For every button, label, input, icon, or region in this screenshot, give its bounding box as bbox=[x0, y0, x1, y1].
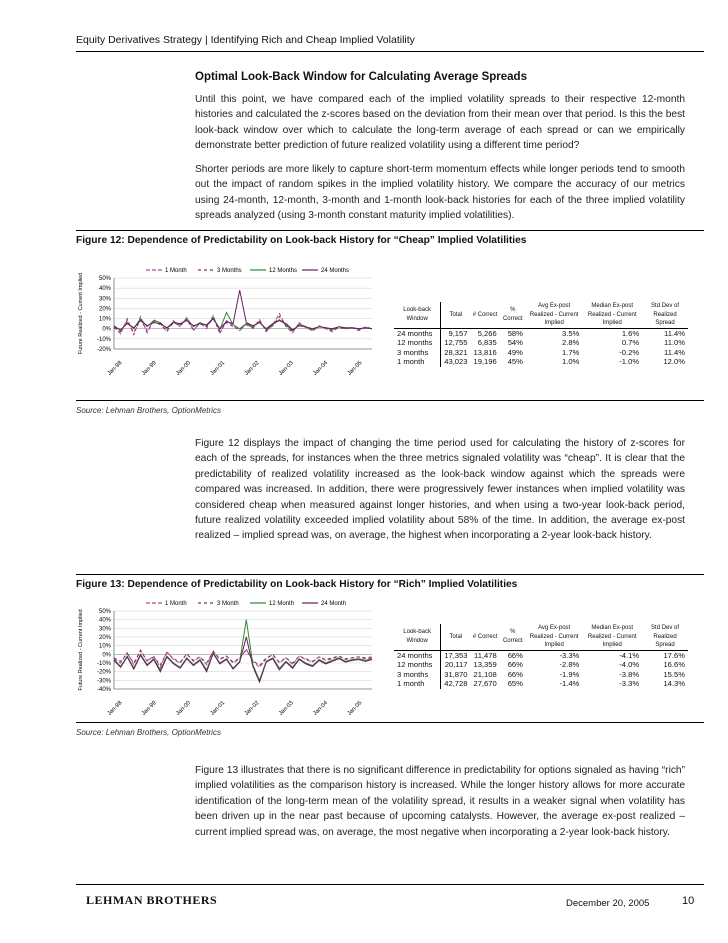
y-tick-label: 30% bbox=[98, 296, 111, 303]
fig12-table-cell: 2.8% bbox=[562, 338, 580, 348]
fig13-table-row bbox=[394, 679, 688, 689]
fig12-table-row bbox=[394, 357, 688, 367]
paragraph-2: Shorter periods are more likely to capture short-term momentum effects while longer periods tend to smooth out the impact of random spikes in the implied volatility history. We compare the accuracy of our metrics using 24-month, 12-month, 3-month and 1-month look-back histories for each of the three implied volatility spreads analyzed (using 3-month constant maturity implied volatilities). bbox=[195, 164, 685, 222]
y-tick-label: -10% bbox=[96, 661, 111, 667]
fig12-table-cell: 5,266 bbox=[477, 328, 497, 338]
x-tick-label: Jan-04 bbox=[312, 360, 330, 377]
fig12-table-cell: 11.0% bbox=[664, 338, 685, 348]
fig12-column-header: Avg Ex-post Realized - Current Implied bbox=[526, 302, 582, 328]
fig13-table-cell: 15.5% bbox=[663, 669, 685, 679]
fig12-table-cell: 0.7% bbox=[621, 338, 640, 348]
running-header: Equity Derivatives Strategy | Identifying Rich and Cheap Implied Volatility bbox=[76, 34, 415, 46]
fig13-table-cell: 24 months bbox=[394, 650, 441, 660]
fig13-table-cell: 66% bbox=[507, 660, 523, 670]
fig13-table-cell: -3.3% bbox=[559, 650, 580, 660]
y-tick-label: 20% bbox=[98, 635, 111, 641]
fig13-table-cell: 16.6% bbox=[663, 660, 685, 670]
fig13-header-row bbox=[394, 624, 688, 650]
x-tick-label: Jan-99 bbox=[140, 360, 158, 377]
x-tick-label: Jan-04 bbox=[312, 700, 330, 717]
fig13-table-cell: -3.3% bbox=[619, 679, 640, 689]
publication-date: December 20, 2005 bbox=[566, 898, 650, 909]
y-axis-label: Future Realized - Current Implied bbox=[78, 272, 84, 355]
figure-13-top-rule bbox=[76, 574, 704, 575]
fig13-table-cell: -4.0% bbox=[619, 660, 640, 670]
fig13-column-header: Total bbox=[441, 624, 471, 650]
x-tick-label: Jan-99 bbox=[140, 700, 158, 717]
header-rule bbox=[76, 51, 704, 52]
x-tick-label: Jan-05 bbox=[346, 700, 364, 717]
fig12-table-cell: 49% bbox=[507, 347, 523, 357]
figure-12-table bbox=[394, 302, 688, 367]
x-tick-label: Jan-03 bbox=[278, 360, 295, 377]
paragraph-1: Until this point, we have compared each of the implied volatility spreads to their respective 12-month histories and calculated the z-scores based on the deviation from their mean over that period. Is this the best look-back window over which to calculate the long-term average of each spread or can we empirically demonstrate better prediction of future realized volatility using a different time period? bbox=[195, 94, 685, 152]
y-tick-label: 10% bbox=[98, 316, 111, 323]
fig12-table-cell: 54% bbox=[507, 338, 523, 348]
fig12-table-cell: 12,755 bbox=[444, 338, 468, 348]
fig13-column-header: Std Dev of Realized Spread bbox=[642, 624, 688, 650]
figure-13-title: Figure 13: Dependence of Predictability on Look-back History for “Rich” Implied Volatilities bbox=[76, 579, 518, 590]
fig12-table-cell: 1.0% bbox=[562, 357, 580, 367]
figure-12-title: Figure 12: Dependence of Predictability on Look-back History for “Cheap” Implied Volatilities bbox=[76, 235, 527, 246]
fig12-table-cell: 1.7% bbox=[562, 347, 580, 357]
fig12-table-cell: 11.4% bbox=[664, 328, 685, 338]
y-tick-label: 20% bbox=[98, 306, 111, 313]
y-tick-label: -20% bbox=[96, 347, 111, 353]
series-line-24-months bbox=[114, 290, 372, 330]
fig13-table-cell: 17,353 bbox=[444, 650, 468, 660]
x-tick-label: Jan-00 bbox=[175, 360, 192, 377]
y-tick-label: 50% bbox=[98, 276, 111, 282]
fig13-table-cell: -3.8% bbox=[619, 669, 640, 679]
page-number: 10 bbox=[682, 895, 695, 907]
x-tick-label: Jan-00 bbox=[175, 700, 192, 717]
fig13-table-cell: 11,478 bbox=[474, 650, 497, 660]
x-tick-label: Jan-03 bbox=[278, 700, 295, 717]
fig13-table-row bbox=[394, 650, 688, 660]
fig12-column-header: Total bbox=[441, 302, 471, 328]
y-axis-label: Future Realized - Current Implied bbox=[78, 609, 84, 691]
fig13-column-header: # Correct bbox=[470, 624, 499, 650]
fig13-table-cell: 66% bbox=[507, 650, 523, 660]
fig12-column-header: % Correct bbox=[500, 302, 526, 328]
fig12-table-cell: -0.2% bbox=[619, 347, 640, 357]
fig13-table-cell: 66% bbox=[507, 669, 523, 679]
y-tick-label: 30% bbox=[98, 626, 111, 633]
fig13-table-row bbox=[394, 670, 688, 680]
fig12-table-cell: 3 months bbox=[394, 348, 441, 358]
legend-label: 1 Month bbox=[165, 268, 187, 274]
fig12-column-header: # Correct bbox=[470, 302, 499, 328]
y-tick-label: 0% bbox=[102, 652, 111, 659]
legend-label: 3 Month bbox=[217, 601, 239, 607]
x-tick-label: Jan-05 bbox=[346, 360, 364, 377]
fig13-table-cell: 31,870 bbox=[444, 669, 468, 679]
fig12-table-row bbox=[394, 348, 688, 358]
fig12-table-cell: 19,196 bbox=[473, 357, 497, 367]
paragraph-4: Figure 13 illustrates that there is no significant difference in predictability for options signaled as having “rich” implied volatilities as the comparison history is increased. While the longer history allows for more accurate identification of the long-term mean of the volatility spread, it results in a weaker signal when volatility has been driven up in the near past because of upcoming catalysts. However, the average ex-post realized – current implied spread was, on average, the most negative when incorporating a 2-year look-back history. bbox=[195, 765, 685, 838]
series-line-1-month bbox=[114, 314, 372, 335]
fig12-header-row bbox=[394, 302, 688, 328]
x-tick-label: Jan-01 bbox=[209, 700, 227, 717]
legend-label: 24 Month bbox=[321, 601, 347, 607]
legend-label: 12 Months bbox=[269, 268, 298, 274]
figure-13-bottom-rule bbox=[76, 722, 704, 723]
fig13-table-row bbox=[394, 660, 688, 670]
y-tick-label: 50% bbox=[98, 609, 111, 615]
figure-13-source: Source: Lehman Brothers, OptionMetrics bbox=[76, 728, 221, 737]
fig12-table-row bbox=[394, 328, 688, 338]
fig13-column-header: Median Ex-post Realized - Current Implied bbox=[582, 624, 642, 650]
section-title: Optimal Look-Back Window for Calculating Average Spreads bbox=[195, 71, 527, 83]
fig12-table-cell: 28,321 bbox=[444, 347, 468, 357]
series-line-3-month bbox=[114, 650, 372, 666]
fig12-table-cell: 45% bbox=[507, 357, 523, 367]
fig12-table-cell: 13,816 bbox=[473, 347, 497, 357]
figure-13-table bbox=[394, 624, 688, 689]
fig12-table-cell: -1.0% bbox=[619, 357, 640, 367]
fig13-table-cell: 20,117 bbox=[444, 660, 468, 670]
fig12-table-cell: 11.4% bbox=[664, 347, 685, 357]
figure-13-chart bbox=[76, 597, 376, 719]
x-tick-label: Jan-01 bbox=[209, 360, 227, 377]
fig13-column-header: Avg Ex-post Realized - Current Implied bbox=[526, 624, 582, 650]
fig12-column-header: Median Ex-post Realized - Current Implied bbox=[582, 302, 642, 328]
fig13-table-cell: 3 months bbox=[394, 670, 441, 680]
fig12-table-cell: 3.5% bbox=[562, 328, 580, 338]
legend-label: 3 Months bbox=[217, 268, 242, 274]
figure-12-top-rule bbox=[76, 230, 704, 231]
fig12-table-row bbox=[394, 338, 688, 348]
legend-label: 1 Month bbox=[165, 601, 187, 607]
fig13-table-cell: 65% bbox=[507, 679, 523, 689]
y-tick-label: -10% bbox=[96, 336, 111, 343]
fig12-table-cell: 1 month bbox=[394, 357, 441, 367]
fig13-table-cell: 12 months bbox=[394, 660, 441, 670]
series-line-1-month bbox=[114, 649, 372, 667]
y-tick-label: -40% bbox=[96, 687, 111, 693]
lehman-brothers-logo: LEHMAN BROTHERS bbox=[86, 893, 218, 907]
series-line-3-months bbox=[114, 317, 372, 333]
fig12-table-cell: 24 months bbox=[394, 328, 441, 338]
legend-label: 24 Months bbox=[321, 268, 350, 274]
fig13-table-cell: -4.1% bbox=[619, 650, 640, 660]
fig13-table-cell: 27,670 bbox=[473, 679, 497, 689]
fig13-table-cell: 13,359 bbox=[473, 660, 497, 670]
fig12-table-cell: 1.6% bbox=[621, 328, 640, 338]
fig13-column-header: Look-back Window bbox=[394, 624, 441, 650]
fig13-table-cell: -1.9% bbox=[559, 669, 580, 679]
y-tick-label: 0% bbox=[102, 326, 111, 333]
legend-label: 12 Month bbox=[269, 601, 295, 607]
fig12-table-cell: 12 months bbox=[394, 338, 441, 348]
fig13-table-cell: 1 month bbox=[394, 679, 441, 689]
x-tick-label: Jan-98 bbox=[106, 700, 124, 717]
fig12-table-cell: 9,157 bbox=[448, 328, 468, 338]
fig12-column-header: Std Dev of Realized Spread bbox=[642, 302, 688, 328]
x-tick-label: Jan-02 bbox=[243, 360, 261, 377]
y-tick-label: 40% bbox=[98, 286, 111, 293]
x-tick-label: Jan-02 bbox=[243, 700, 261, 717]
x-tick-label: Jan-98 bbox=[106, 360, 124, 377]
figure-12-chart bbox=[76, 262, 376, 400]
fig12-table-cell: 43,023 bbox=[444, 357, 468, 367]
fig13-table-cell: 21,108 bbox=[473, 669, 497, 679]
figure-12-bottom-rule bbox=[76, 400, 704, 401]
fig13-table-cell: 14.3% bbox=[663, 679, 685, 689]
fig12-table-cell: 58% bbox=[507, 328, 523, 338]
fig13-column-header: % Correct bbox=[500, 624, 526, 650]
fig12-table-cell: 12.0% bbox=[663, 357, 685, 367]
y-tick-label: -20% bbox=[96, 669, 111, 676]
fig13-table-cell: -1.4% bbox=[559, 679, 580, 689]
fig12-table-cell: 6,835 bbox=[477, 338, 497, 348]
footer-rule bbox=[76, 884, 704, 885]
y-tick-label: -30% bbox=[96, 678, 111, 685]
fig13-table-cell: 17.6% bbox=[663, 650, 685, 660]
paragraph-3: Figure 12 displays the impact of changing the time period used for calculating the history of z-scores for each of the spreads, for instances when the three metrics signaled volatility was “cheap”. It is clear that the predictability of realized volatility increased as the look-back window against which the spreads were compared was increased. In addition, there were progressively fewer instances when implied volatility was considered cheap when measured against longer histories, and when using a two-year look-back period, future realized volatility exceeded implied volatility about 58% of the time. In addition, the average ex-post realized – implied spread was, on average, the highest when incorporating a 2-year look-back history. bbox=[195, 438, 685, 542]
figure-12-source: Source: Lehman Brothers, OptionMetrics bbox=[76, 406, 221, 415]
fig12-column-header: Look-back Window bbox=[394, 302, 441, 328]
y-tick-label: 40% bbox=[98, 617, 111, 624]
fig13-table-cell: -2.8% bbox=[559, 660, 580, 670]
y-tick-label: 10% bbox=[98, 643, 111, 650]
fig13-table-cell: 42,728 bbox=[444, 679, 468, 689]
